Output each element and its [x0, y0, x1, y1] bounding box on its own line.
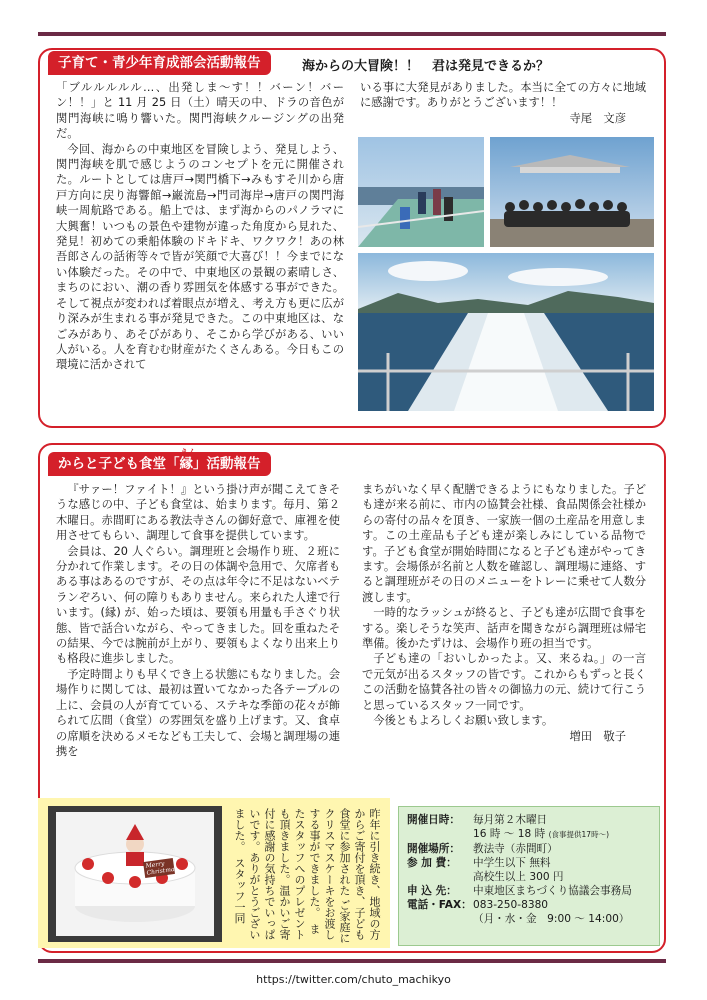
tab-text: 」活動報告	[193, 456, 261, 472]
section-tab-kodomo-shokudo	[48, 448, 271, 476]
photo-children-on-deck	[358, 137, 484, 247]
section-tab-kosodate: 子育て・青少年育成部会活動報告	[48, 51, 271, 75]
event-info-box	[398, 806, 660, 946]
info-label: 開催日時：	[407, 814, 460, 826]
article-body-left	[56, 80, 344, 373]
top-rule	[38, 32, 666, 36]
photo-ship-wake	[358, 253, 654, 411]
info-value: 毎月第２木曜日	[473, 814, 548, 826]
paragraph: 会員は、20 人ぐらい。調理班と会場作り班、２班に分かれて作業します。その日の体調や急用で、欠席者もある事はあるのですが、その点は年令に不足はないベテランぞろい、何の障りもありません。来られた人達で行います。(縁) が、始った頃は、要領も用量も手さぐり状態、皆で話合いながら、やってきました。回を重ねたその結果、今では腕前が上がり、要領もよくなり出来上りも格段に進歩しました。	[56, 544, 340, 666]
info-value: 教法寺（赤間町）	[473, 843, 558, 855]
paragraph: 『サァー！ファイト！』という掛け声が聞こえてきそうな感じの中、子ども食堂は、始まります。毎月、第２木曜日。赤間町にある教法寺さんの御好意で、庫裡を使用させてもらい、調理して食事を提供しています。	[56, 483, 340, 543]
paragraph: 子ども達の「おいしかったよ。又、来るね。」の一言で元気が出るスタッフの皆です。これからもずっと長くこの活動を協賛各社の皆々の御協力の元、続けて行こうと思っているスタッフ一同です。	[362, 652, 646, 712]
paragraph: 予定時間よりも早くでき上る状態にもなりました。会場作りに関しては、最初は置いてなかった各テーブルの上に、会員の人が育てている、ステキな季節の花々が飾られて広間（食堂）の雰囲気を盛り上げます。又、食卓の席順を決めるメモなども工夫して、会場と調理場の連携を	[56, 667, 340, 758]
paragraph: 今後ともよろしくお願い致します。	[373, 714, 554, 728]
footer-twitter-url[interactable]: https://twitter.com/chuto_machikyo	[256, 973, 451, 986]
info-label: 参 加 費：	[407, 857, 457, 869]
photo-group-on-pier	[490, 137, 654, 247]
info-value: 高校生以上 300 円	[473, 871, 564, 883]
paragraph: 「ブルルルルル…、出発しま〜す！！バーン！バーン！！」と 11 月 25 日（土）晴天の中、ドラの音色が関門海峡に鳴り響いた。関門海峡クルージングの出発だ。	[56, 81, 344, 141]
ruby-text: えん	[180, 448, 197, 457]
info-label: 電話・FAX：	[407, 899, 472, 911]
paragraph: まちがいなく早く配膳できるようにもなりました。子ども達が来る前に、市内の協賛会社様、食品関係会社様からの寄付の品々を頂き、一家族一個の土産品を用意します。この土産品も子ども達が楽しみにしている品物です。子ども食堂が開始時間になると子ども達がやってきます。会場係が名前と人数を確認し、調理場に連絡、すると調理班がその日のメニューをトレーに乗せて人数分渡します。	[362, 483, 646, 604]
author-signature: 寺尾 文彦	[569, 111, 626, 125]
article-subtitle: 海からの大冒険！！ 君は発見できるか？	[302, 59, 550, 74]
info-value: 16 時 〜 18 時	[473, 828, 546, 840]
cake-plaque-text: Merry Christmas	[145, 860, 178, 877]
author-signature: 増田 敬子	[569, 729, 626, 743]
info-value: 中学生以下 無料	[473, 857, 551, 869]
tab-text: からと子ども食堂「	[58, 456, 180, 472]
info-note: (食事提供17時〜)	[548, 830, 609, 839]
photo-christmas-cake	[48, 806, 222, 942]
info-label: 申 込 先：	[407, 885, 457, 897]
article2-body-left	[56, 482, 340, 759]
paragraph: 今回、海からの中東地区を冒険しよう、発見しよう、関門海峡を肌で感じようのコンセプトを元に開催された。ルートとしては唐戸→関門橋下→みもすそ川から唐戸方向に戻り海響館→巌流島→門司海岸→唐戸の関門海峡一周航路である。船上では、まず海からのパノラマに大興奮！いつもの景色や建物が違った角度から見れた、発見！初めての乗船体験のドキドキ、ワクワク！あの林吾郎さんの話術等々で皆が笑顔で大喜び！！今までにない体験だった。その中で、中東地区の景観の素晴しさ、まちのにおい、潮の香り雰囲気を体感する事ができた。そして視点が変われば着眼点が増え、考え方も更に広がり深みが生まれる事が発見できた。この中東地区は、なごみがあり、あそびがあり、そこから学びがある、いい人がいる。人を育むむ財産がたくさんある。今日もこの環境に活かされて	[56, 142, 344, 372]
info-label: 開催場所：	[407, 843, 460, 855]
article-body-right	[360, 80, 646, 126]
info-value: 083-250-8380	[473, 899, 549, 911]
paragraph: 一時的なラッシュが終ると、子ども達が広間で食事をする。楽しそうな笑声、話声を聞きながら調理班は帰宅準備。後かたずけは、会場作り班の担当です。	[362, 606, 646, 651]
xmas-thanks-note: 昨年に引き続き、地域の方からご寄付を頂き、子ども食堂に参加された ご家庭にクリスマスケーキをお渡しする事ができました。 またスタッフへのプレゼントも頂きました。温かいご寄付に感謝の気持ちでいっぱいです。ありがとうございました。 スタッフ一同	[233, 808, 381, 944]
info-value: 中東地区まちづくり協議会事務局	[473, 885, 632, 897]
article2-body-right	[362, 482, 646, 744]
bottom-rule	[38, 959, 666, 963]
paragraph: いる事に大発見がありました。本当に全ての方々に地域に感謝です。ありがとうございます！！	[360, 81, 646, 110]
tab-text: 縁	[179, 456, 193, 472]
info-value: （月・水・金 9:00 〜 14:00）	[473, 913, 630, 925]
